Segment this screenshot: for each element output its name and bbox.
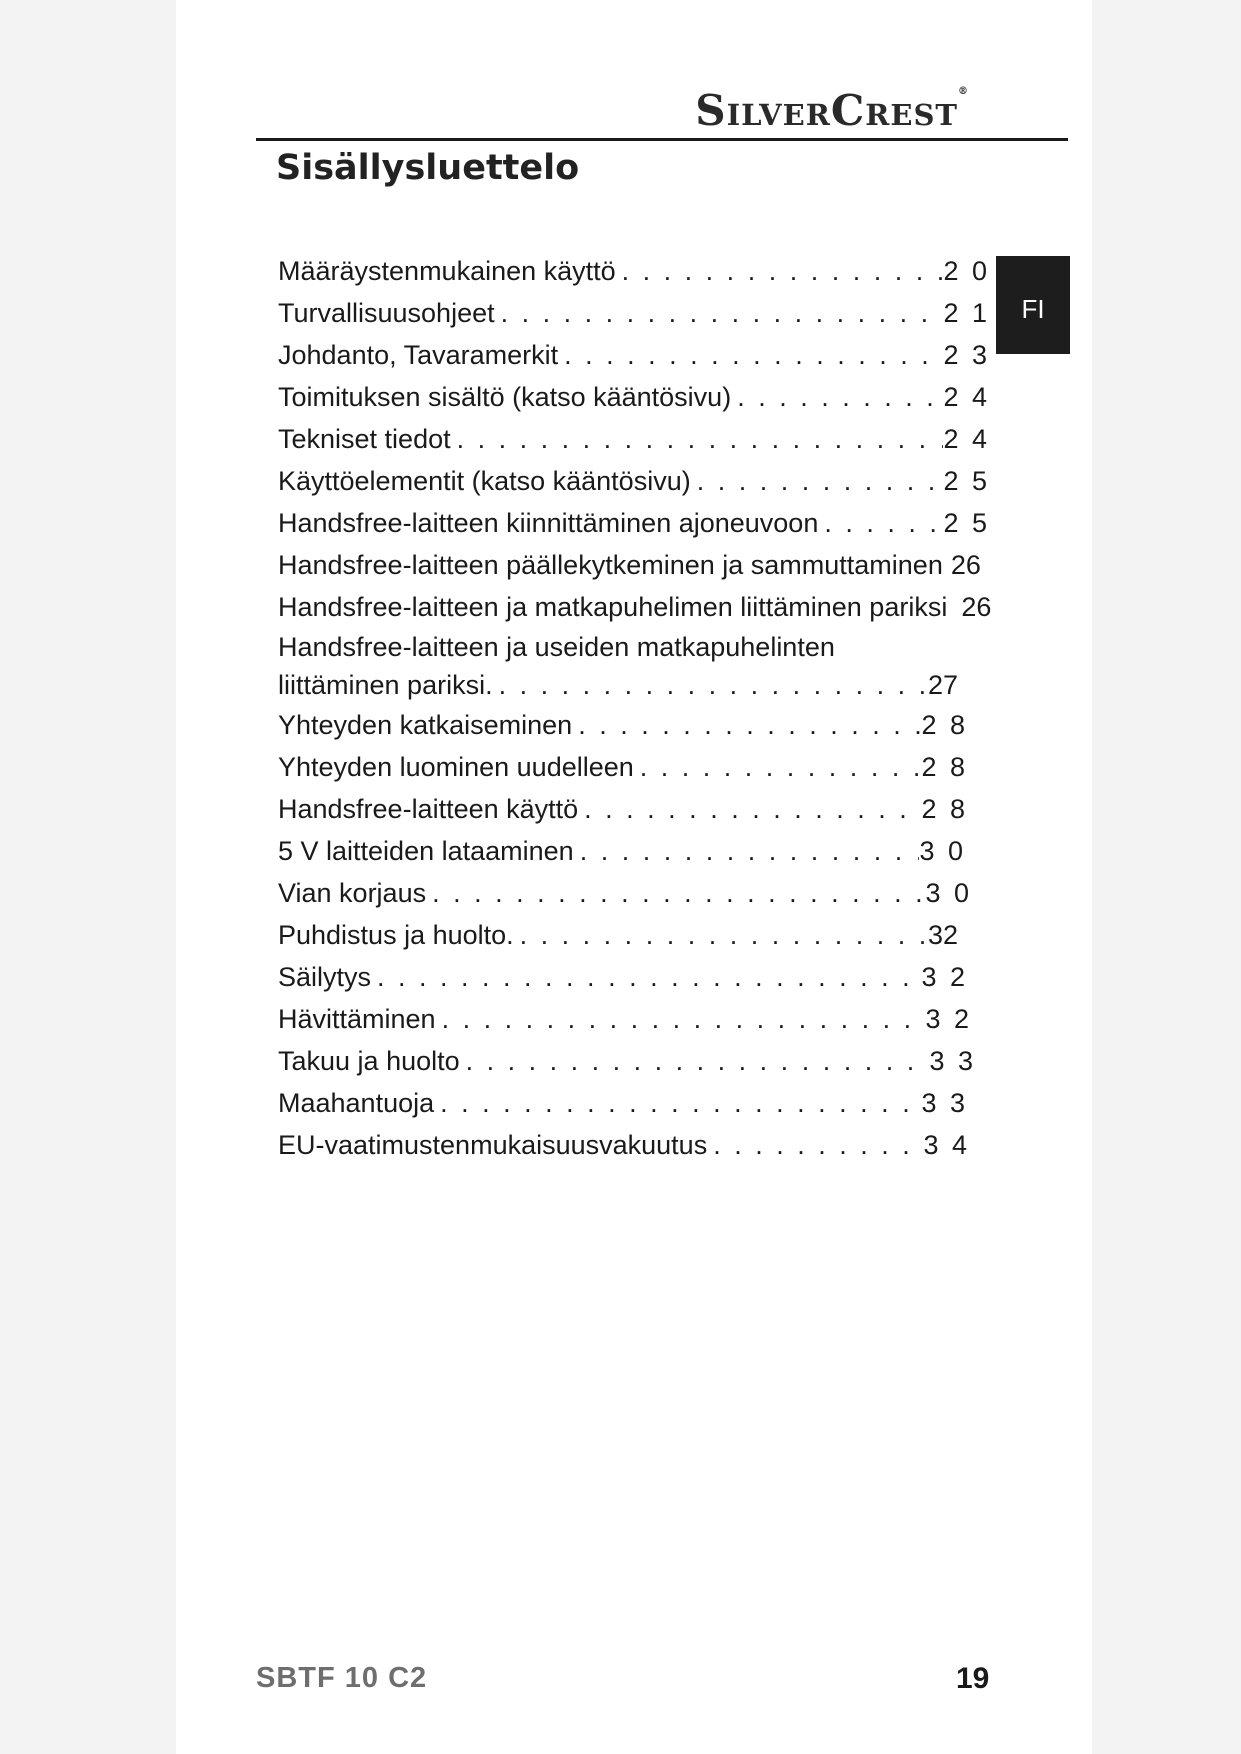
toc-leader-dots: [514, 914, 928, 956]
toc-entry-page: 2 8: [921, 710, 968, 740]
toc-entry-label: Toimituksen sisältö (katso kääntösivu): [278, 382, 732, 412]
toc-leader-dots: [451, 418, 944, 460]
toc-entry[interactable]: [278, 998, 972, 1040]
toc-entry-label-line1: Handsfree-laitteen ja useiden matkapuhelinten: [278, 632, 835, 662]
toc-entry-label: Vian korjaus: [278, 878, 427, 908]
toc-leader-dots: [426, 872, 925, 914]
toc-entry-page: 3 3: [921, 1088, 968, 1118]
toc-entry-label: Handsfree-laitteen ja matkapuhelimen liittäminen pariksi: [278, 592, 948, 622]
brand-logo: [695, 86, 969, 135]
toc-entry-page: 3 4: [923, 1130, 970, 1160]
toc-entry-label: Turvallisuusohjeet: [278, 298, 495, 328]
toc-entry-label: Käyttöelementit (katso kääntösivu): [278, 466, 691, 496]
toc-leader-dots: [634, 746, 922, 788]
footer-model-number: SBTF 10 C2: [256, 1662, 428, 1694]
toc-leader-dots: [578, 788, 921, 830]
toc-entry[interactable]: [278, 872, 972, 914]
toc-entry-page: 2 4: [943, 424, 990, 454]
toc-entry-page: 3 2: [921, 962, 968, 992]
toc-entry-label: Yhteyden luominen uudelleen: [278, 752, 634, 782]
brand-registered-mark: ®: [958, 86, 969, 97]
toc-leader-dots: [707, 1124, 923, 1166]
toc-entry[interactable]: [278, 830, 966, 872]
toc-entry-label: Handsfree-laitteen päällekytkeminen ja sammuttaminen: [278, 550, 943, 580]
toc-leader-dots: [434, 1082, 921, 1124]
toc-entry[interactable]: [278, 586, 990, 628]
toc-entry-page: 2 4: [943, 382, 990, 412]
toc-leader-dots: [460, 1040, 930, 1082]
toc-entry-label: Takuu ja huolto: [278, 1046, 460, 1076]
toc-entry-page: 3 3: [929, 1046, 976, 1076]
toc-leader-dots: [818, 502, 943, 544]
toc-entry-page: 3 2: [925, 1004, 972, 1034]
toc-entry[interactable]: [278, 1040, 976, 1082]
table-of-contents: [278, 250, 990, 1166]
brand-name: SilverCrest: [695, 86, 958, 135]
toc-entry-page: 26: [961, 592, 992, 622]
toc-entry[interactable]: [278, 460, 990, 502]
toc-entry-label: EU-vaatimustenmukaisuusvakuutus: [278, 1130, 708, 1160]
toc-entry-label: Tekniset tiedot: [278, 424, 451, 454]
toc-entry[interactable]: [278, 704, 968, 746]
toc-entry-page: 2 8: [921, 794, 968, 824]
toc-entry[interactable]: [278, 250, 990, 292]
toc-entry[interactable]: [278, 1124, 970, 1166]
toc-leader-dots: [691, 460, 944, 502]
toc-entry-multiline[interactable]: [278, 628, 990, 704]
toc-entry-page: 27: [927, 670, 958, 700]
toc-entry-page: 26: [950, 550, 981, 580]
toc-entry-page: 3 0: [919, 836, 966, 866]
toc-entry-label: Yhteyden katkaiseminen: [278, 710, 573, 740]
toc-entry-label: Hävittäminen: [278, 1004, 436, 1034]
toc-leader-dots: [495, 292, 944, 334]
toc-entry[interactable]: [278, 376, 990, 418]
toc-leader-dots: [558, 334, 943, 376]
toc-entry[interactable]: [278, 544, 990, 586]
toc-entry[interactable]: [278, 956, 968, 998]
toc-entry-page: 2 8: [921, 752, 968, 782]
toc-leader-dots: [572, 704, 921, 746]
toc-entry-page: 3 0: [925, 878, 972, 908]
toc-leader-dots: [731, 376, 943, 418]
toc-entry-page: 2 3: [943, 340, 990, 370]
toc-entry: [278, 666, 958, 704]
toc-leader-dots: [574, 830, 920, 872]
toc-entry-page: 2 5: [943, 466, 990, 496]
toc-entry-label: Määräystenmukainen käyttö: [278, 256, 616, 286]
toc-entry[interactable]: [278, 914, 958, 956]
footer-page-number: 19: [956, 1662, 990, 1695]
toc-entry-page: 32: [927, 920, 958, 950]
toc-entry[interactable]: [278, 418, 990, 460]
toc-entry[interactable]: [278, 746, 968, 788]
toc-leader-dots: [616, 250, 944, 292]
toc-entry[interactable]: [278, 1082, 968, 1124]
toc-entry-label: Säilytys: [278, 962, 372, 992]
toc-entry[interactable]: [278, 334, 990, 376]
toc-leader-dots: [371, 956, 921, 998]
toc-entry[interactable]: [278, 502, 990, 544]
language-tab: FI: [996, 256, 1070, 354]
toc-entry-label: Johdanto, Tavaramerkit: [278, 340, 559, 370]
toc-entry-label: 5 V laitteiden lataaminen: [278, 836, 574, 866]
toc-entry-label: Maahantuoja: [278, 1088, 435, 1118]
toc-entry-label: Puhdistus ja huolto.: [278, 920, 514, 950]
page-title: Sisällysluettelo: [276, 148, 580, 188]
toc-entry-page: 2 0: [943, 256, 990, 286]
toc-entry-page: 2 1: [943, 298, 990, 328]
toc-entry-page: 2 5: [943, 508, 990, 538]
toc-entry[interactable]: [278, 788, 968, 830]
header-rule: [256, 138, 1068, 141]
toc-leader-dots: [436, 998, 926, 1040]
toc-entry-label: Handsfree-laitteen käyttö: [278, 794, 579, 824]
toc-leader-dots: [493, 666, 928, 704]
toc-entry-label: liittäminen pariksi.: [278, 670, 493, 700]
toc-entry-label: Handsfree-laitteen kiinnittäminen ajoneuvoon: [278, 508, 819, 538]
toc-entry[interactable]: [278, 292, 990, 334]
